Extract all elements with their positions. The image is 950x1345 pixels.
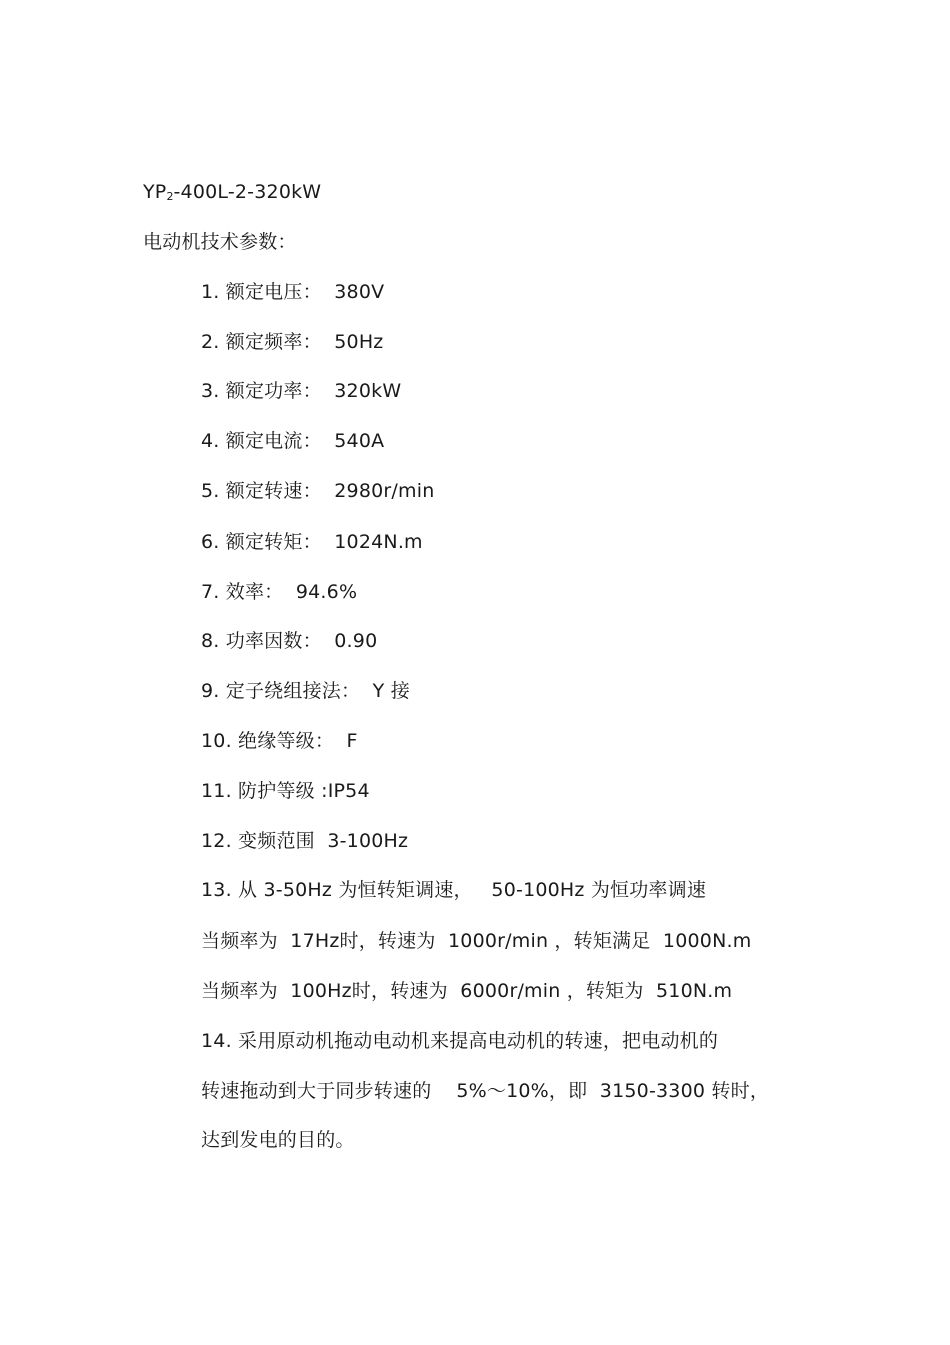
param-rated-current: 4. 额定电流： 540A [201, 430, 385, 452]
param-rated-torque: 6. 额定转矩： 1024N.m [201, 531, 423, 553]
model-suffix: -400L-2-320kW [173, 181, 322, 203]
param-rated-power: 3. 额定功率： 320kW [201, 380, 402, 402]
param-efficiency: 7. 效率： 94.6% [201, 581, 358, 603]
model-subscript: 2 [166, 190, 174, 203]
param-generation-line-2: 转速拖动到大于同步转速的 5%～10%，即 3150-3300 转时， [201, 1080, 770, 1102]
param-rated-speed: 5. 额定转速： 2980r/min [201, 480, 435, 502]
param-stator-connection: 9. 定子绕组接法： Y 接 [201, 680, 410, 702]
parameters-heading: 电动机技术参数： [143, 231, 297, 253]
param-power-factor: 8. 功率因数： 0.90 [201, 630, 378, 652]
param-insulation-class: 10. 绝缘等级： F [201, 730, 358, 752]
param-speed-regulation: 13. 从 3-50Hz 为恒转矩调速， 50-100Hz 为恒功率调速 [201, 879, 707, 901]
param-rated-frequency: 2. 额定频率： 50Hz [201, 331, 384, 353]
param-condition-100hz: 当频率为 100Hz时，转速为 6000r/min ，转矩为 510N.m [201, 980, 733, 1002]
param-condition-17hz: 当频率为 17Hz时，转速为 1000r/min ，转矩满足 1000N.m [201, 930, 752, 952]
param-rated-voltage: 1. 额定电压： 380V [201, 281, 385, 303]
motor-model-title [143, 180, 321, 209]
param-protection-class: 11. 防护等级 :IP54 [201, 780, 370, 802]
param-frequency-range: 12. 变频范围 3-100Hz [201, 830, 409, 852]
param-generation-line-3: 达到发电的目的。 [201, 1129, 355, 1151]
model-prefix: YP [143, 181, 167, 203]
param-generation-line-1: 14. 采用原动机拖动电动机来提高电动机的转速，把电动机的 [201, 1030, 719, 1052]
